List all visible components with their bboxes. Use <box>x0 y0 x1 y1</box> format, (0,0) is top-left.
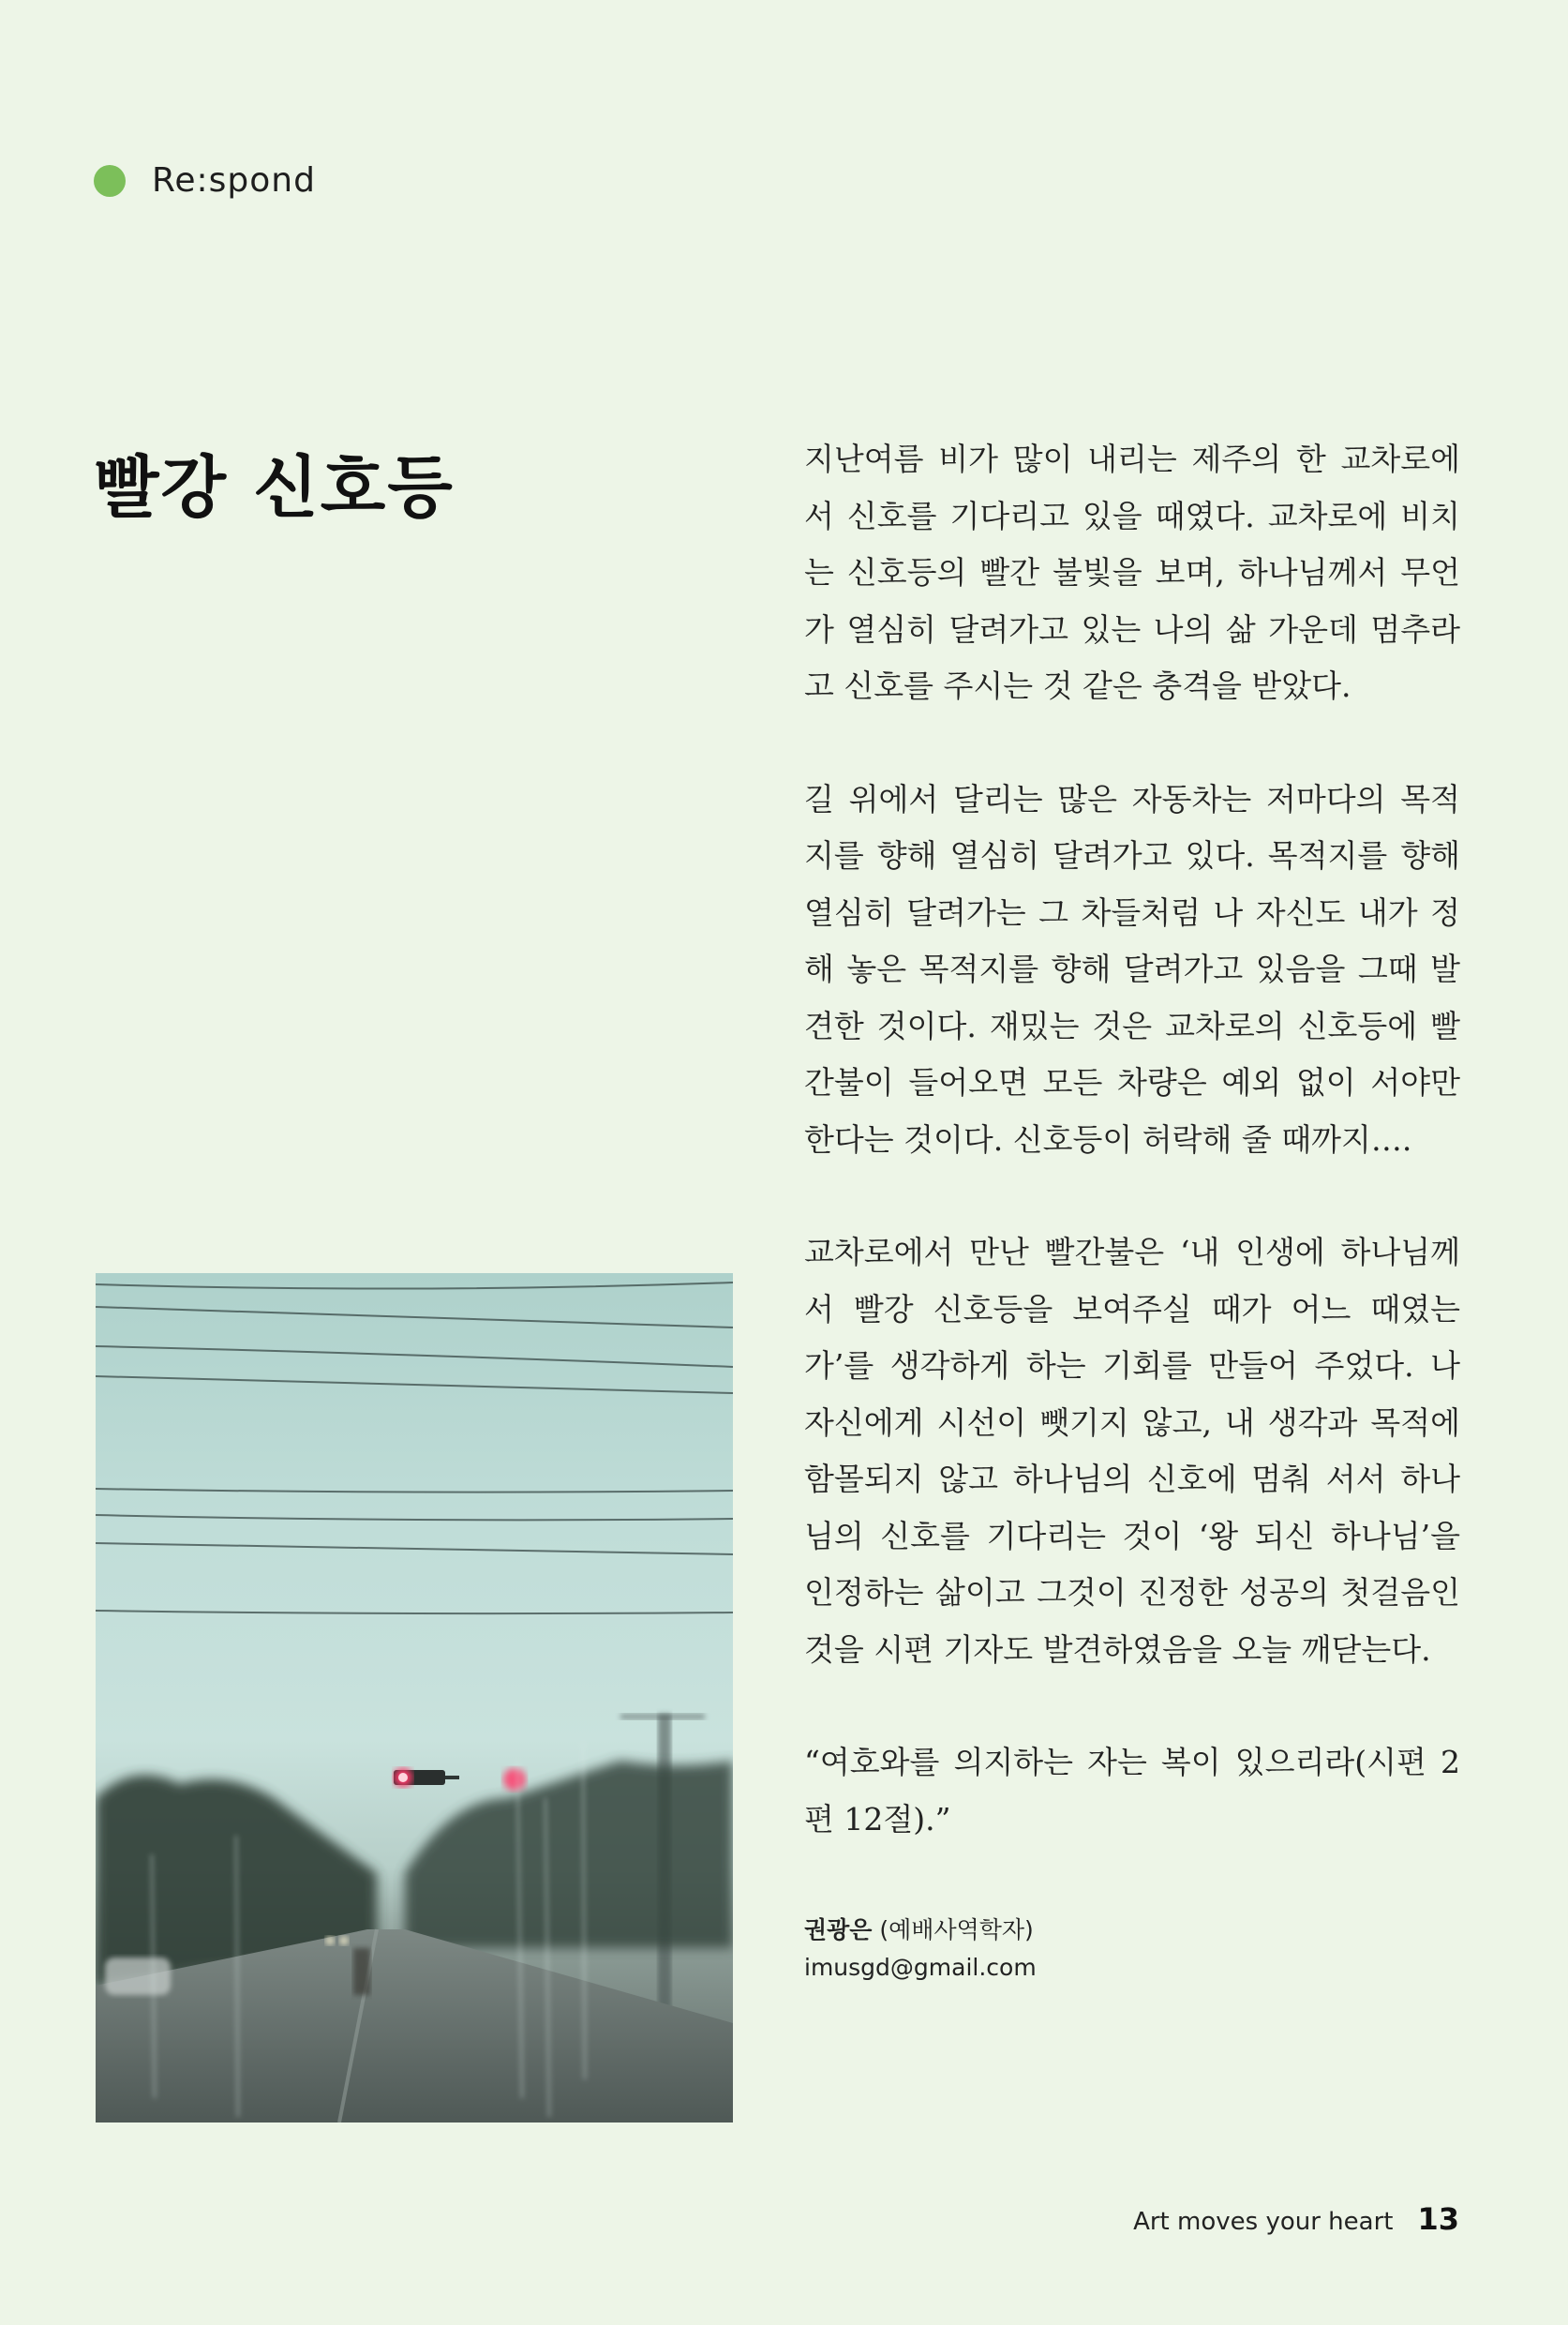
article-title: 빨강 신호등 <box>94 447 455 527</box>
paragraph-3: 교차로에서 만난 빨간불은 ‘내 인생에 하나님께서 빨강 신호등을 보여주실 때가 어느 때였는가’를 생각하게 하는 기회를 만들어 주었다. 나 자신에게 시선이 뺏기지 않고, 내 생각과 목적에 함몰되지 않고 하나님의 신호에 멈춰 서서 하나님의 신호를 기다리는 것이 ‘왕 되신 하나님’을 인정하는 삶이고 그것이 진정한 성공의 첫걸음인 것을 시편 기자도 발견하였음을 오늘 깨닫는다. <box>804 1234 1460 1668</box>
section-label: Re:spond <box>152 161 316 200</box>
rainy-road-photo <box>96 1273 733 2122</box>
section-dot-icon <box>94 165 126 197</box>
section-tag <box>94 161 316 200</box>
photo-illustration <box>96 1273 733 2122</box>
author-role: (예배사역학자) <box>879 1916 1034 1943</box>
right-trees <box>405 1761 733 1948</box>
author-line <box>804 1912 1460 1949</box>
car-left <box>105 1958 171 1995</box>
paragraph-1: 지난여름 비가 많이 내리는 제주의 한 교차로에서 신호를 기다리고 있을 때였다. 교차로에 비치는 신호등의 빨간 불빛을 보며, 하나님께서 무언가 열심히 달려가고 있는 나의 삶 가운데 멈추라고 신호를 주시는 것 같은 충격을 받았다. <box>804 441 1460 704</box>
power-lines <box>96 1282 733 1613</box>
footer-tagline: Art moves your heart <box>1133 2208 1394 2236</box>
author-block <box>804 1912 1460 1987</box>
author-email: imusgd@gmail.com <box>804 1954 1037 1981</box>
article-body <box>804 431 1460 1987</box>
page-footer <box>1133 2201 1459 2237</box>
paragraph-2: 길 위에서 달리는 많은 자동차는 저마다의 목적지를 향해 열심히 달려가고 있다. 목적지를 향해 열심히 달려가는 그 차들처럼 나 자신도 내가 정해 놓은 목적지를 향해 달려가고 있음을 그때 발견한 것이다. 재밌는 것은 교차로의 신호등에 빨간불이 들어오면 모든 차량은 예외 없이 서야만 한다는 것이다. 신호등이 허락해 줄 때까지…. <box>804 780 1460 1158</box>
author-name: 권광은 <box>804 1916 873 1943</box>
red-light-icon-2 <box>503 1768 526 1791</box>
page-number: 13 <box>1417 2201 1459 2237</box>
scripture-quote: “여호와를 의지하는 자는 복이 있으리라(시편 2편 12절).” <box>804 1744 1460 1838</box>
